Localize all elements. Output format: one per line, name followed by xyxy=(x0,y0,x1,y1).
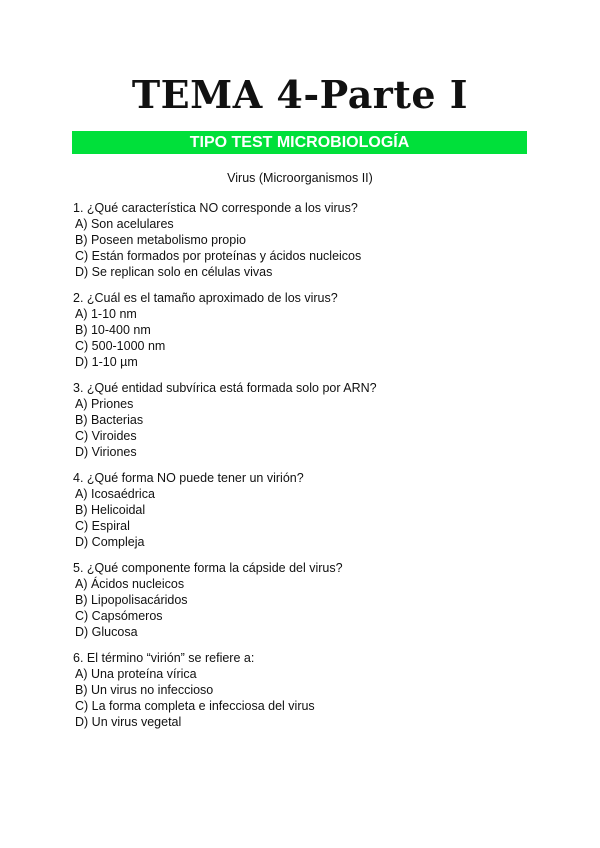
option-a: A) Una proteína vírica xyxy=(75,667,197,681)
question-text: 4. ¿Qué forma NO puede tener un virión? xyxy=(73,471,304,485)
question-3 xyxy=(73,380,533,460)
option-d: D) Un virus vegetal xyxy=(75,715,182,729)
option-d: D) Compleja xyxy=(75,535,145,549)
question-text: 1. ¿Qué característica NO corresponde a los virus? xyxy=(73,201,358,215)
question-4 xyxy=(73,470,533,550)
option-d: D) 1-10 µm xyxy=(75,355,138,369)
option-c: C) Están formados por proteínas y ácidos nucleicos xyxy=(75,249,362,263)
option-c: C) La forma completa e infecciosa del virus xyxy=(75,699,315,713)
question-1 xyxy=(73,200,533,280)
option-a: A) Priones xyxy=(75,397,134,411)
option-b: B) Poseen metabolismo propio xyxy=(75,233,246,247)
option-c: C) 500-1000 nm xyxy=(75,339,166,353)
option-b: B) Bacterias xyxy=(75,413,144,427)
option-a: A) Son acelulares xyxy=(75,217,174,231)
option-b: B) Helicoidal xyxy=(75,503,146,517)
section-banner: TIPO TEST MICROBIOLOGÍA xyxy=(72,131,527,154)
option-c: C) Espiral xyxy=(75,519,130,533)
page-title: TEMA 4-Parte I xyxy=(131,72,469,117)
question-2 xyxy=(73,290,533,370)
question-text: 5. ¿Qué componente forma la cápside del virus? xyxy=(73,561,343,575)
question-list xyxy=(73,200,533,740)
option-b: B) 10-400 nm xyxy=(75,323,151,337)
option-d: D) Viriones xyxy=(75,445,137,459)
topic-subtitle: Virus (Microorganismos II) xyxy=(227,171,373,185)
question-text: 6. El término “virión” se refiere a: xyxy=(73,651,255,665)
question-5 xyxy=(73,560,533,640)
option-a: A) 1-10 nm xyxy=(75,307,137,321)
question-text: 2. ¿Cuál es el tamaño aproximado de los virus? xyxy=(73,291,338,305)
option-c: C) Capsómeros xyxy=(75,609,163,623)
option-a: A) Icosaédrica xyxy=(75,487,155,501)
option-d: D) Glucosa xyxy=(75,625,138,639)
question-6 xyxy=(73,650,533,730)
option-a: A) Ácidos nucleicos xyxy=(75,577,185,591)
option-b: B) Un virus no infeccioso xyxy=(75,683,214,697)
question-text: 3. ¿Qué entidad subvírica está formada solo por ARN? xyxy=(73,381,377,395)
option-b: B) Lipopolisacáridos xyxy=(75,593,188,607)
option-d: D) Se replican solo en células vivas xyxy=(75,265,273,279)
option-c: C) Viroides xyxy=(75,429,137,443)
